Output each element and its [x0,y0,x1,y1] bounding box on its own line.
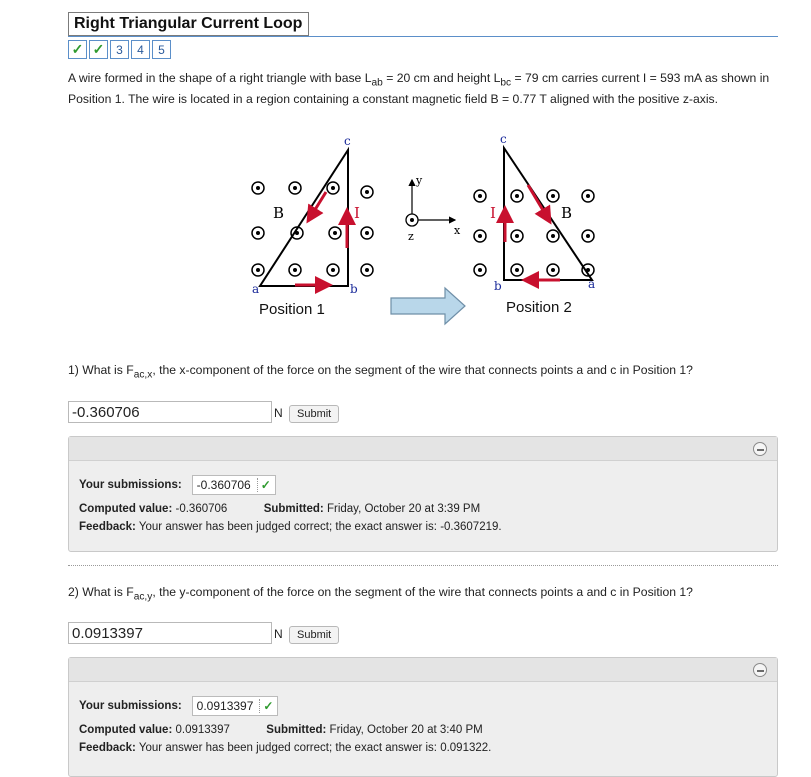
submission-value: -0.360706 ✓ [192,475,276,495]
question-2-text: 2) What is $F_{ac,y}$, the y-component of the force on the segment of the wire that connects points a and c in Position 1? [68,585,693,603]
position-2-label: Position 2 [506,299,572,316]
page-title: Right Triangular Current Loop [68,12,309,36]
check-icon: ✓ [259,699,273,713]
question-1-submit-button[interactable]: Submit [289,405,339,423]
question-1-text: 1) What is $F_{ac,x}$, the x-component of the force on the segment of the wire that connects points a and c in Position 1? [68,363,693,381]
problem-statement: A wire formed in the shape of a right triangle with base $L_{ab} = 20$ cm and height $L_{bc} = 79$ cm carries current I = 593 mA as shown in Position 1. The wire is located in a region containing a constant magnetic field B = 0.77 T aligned with the positive z-axis. [68,71,770,107]
question-separator [68,565,778,566]
label-B-1: B [273,204,285,222]
submissions-label: Your submissions: [79,479,182,491]
computed-value: -0.360706 [175,503,228,515]
feedback-value: Your answer has been judged correct; the exact answer is: -0.3607219. [138,521,502,533]
question-1-feedback-panel [68,436,778,552]
submission-value: 0.0913397 ✓ [192,696,279,716]
axis-x-label: x [454,224,461,237]
field-dots-position-2 [474,190,594,276]
label-a-1: a [252,282,260,296]
part-3-tab[interactable]: 3 [110,40,129,59]
label-b-2: b [494,279,502,293]
submissions-label: Your submissions: [79,700,182,712]
triangle-position-2 [504,148,592,280]
submitted-value: Friday, October 20 at 3:40 PM [329,724,483,736]
label-a-2: a [588,277,596,291]
axis-y-label: y [416,174,423,187]
axes [406,180,455,226]
part-1-tab[interactable]: ✓ [68,40,87,59]
submitted-label: Submitted: [263,503,324,515]
label-I-1: I [354,204,360,222]
label-b-1: b [350,282,358,296]
label-c-2: c [500,132,507,146]
transition-arrow [391,288,465,324]
computed-label: Computed value: [79,503,173,515]
submitted-value: Friday, October 20 at 3:39 PM [326,503,481,515]
part-navigation [68,40,173,59]
label-B-2: B [561,204,573,222]
feedback-label: Feedback: [79,521,136,533]
question-1-answer-input[interactable] [68,401,272,423]
triangle-diagram [240,130,620,330]
question-1-unit: N [274,406,283,420]
position-1-label: Position 1 [259,301,325,318]
computed-value: 0.0913397 [175,724,230,736]
part-4-tab[interactable]: 4 [131,40,150,59]
question-2-answer-input[interactable] [68,622,272,644]
collapse-icon[interactable] [753,442,767,456]
question-2-submit-button[interactable]: Submit [289,626,339,644]
computed-label: Computed value: [79,724,173,736]
title-rule [68,36,778,37]
check-icon: ✓ [257,478,271,492]
feedback-label: Feedback: [79,742,136,754]
label-c-1: c [344,134,351,148]
collapse-icon[interactable] [753,663,767,677]
axis-z-label: z [408,230,414,243]
label-I-2: I [490,204,496,222]
part-5-tab[interactable]: 5 [152,40,171,59]
part-2-tab[interactable]: ✓ [89,40,108,59]
question-2-unit: N [274,627,283,641]
question-2-feedback-panel [68,657,778,777]
feedback-value: Your answer has been judged correct; the exact answer is: 0.091322. [138,742,492,754]
field-dots-position-1 [252,182,373,276]
submitted-label: Submitted: [266,724,327,736]
